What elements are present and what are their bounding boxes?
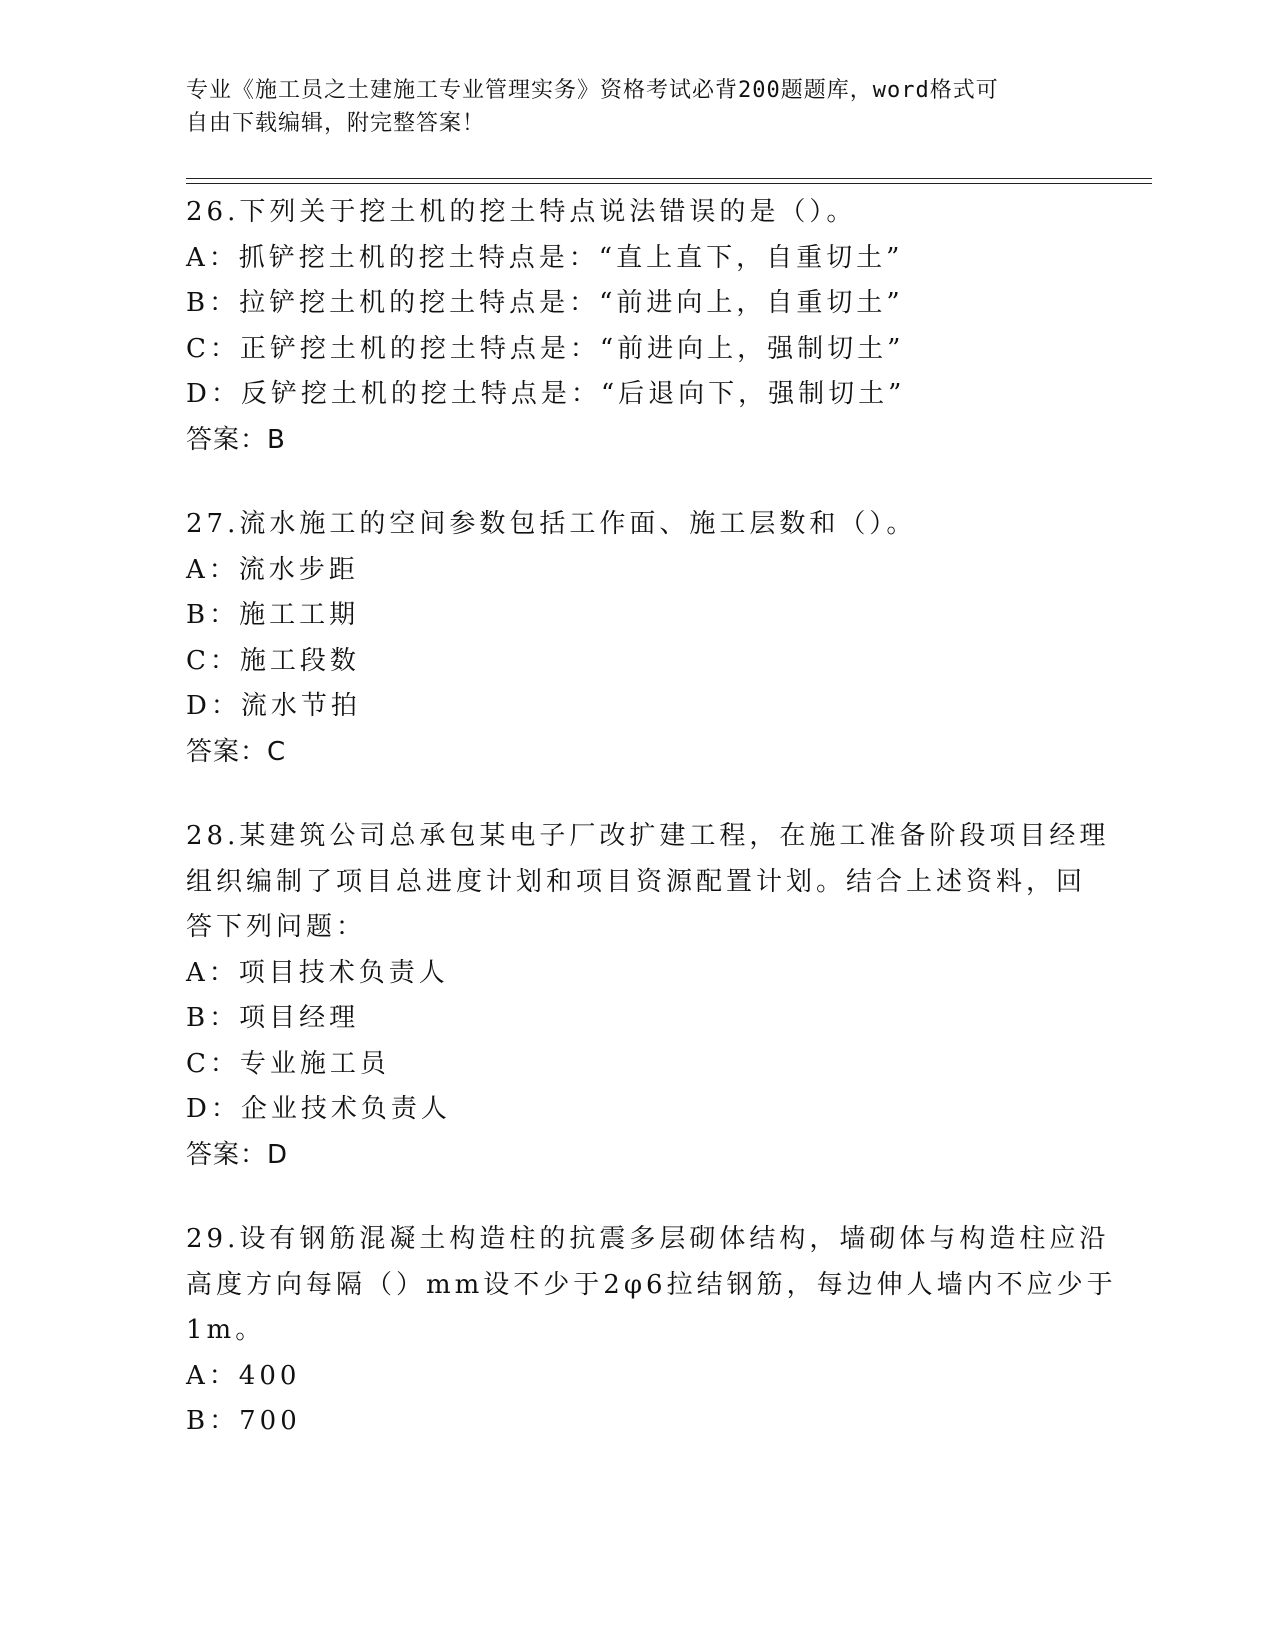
- option-b: B：700: [186, 1406, 301, 1436]
- question-stem-line-1: 28.某建筑公司总承包某电子厂改扩建工程，在施工准备阶段项目经理: [186, 821, 1110, 851]
- question-28: [186, 814, 1110, 1178]
- option-c: C：施工段数: [186, 645, 360, 676]
- option-b: B：项目经理: [186, 1003, 360, 1033]
- option-a: A：400: [186, 1360, 301, 1391]
- question-stem-line-1: 29.设有钢筋混凝土构造柱的抗震多层砌体结构，墙砌体与构造柱应沿: [186, 1224, 1110, 1254]
- question-stem-line-3: 答下列问题：: [186, 912, 367, 942]
- header-line-2: 自由下载编辑，附完整答案！: [186, 111, 486, 136]
- answer-label: 答案：C: [186, 736, 287, 767]
- header-line-1: 专业《施工员之土建施工专业管理实务》资格考试必背200题题库，word格式可: [186, 78, 999, 103]
- question-stem-line-2: 组织编制了项目总进度计划和项目资源配置计划。结合上述资料，回: [186, 866, 1087, 897]
- question-stem: 26.下列关于挖土机的挖土特点说法错误的是（）。: [186, 197, 857, 227]
- option-c: C：正铲挖土机的挖土特点是：“前进向上，强制切土”: [186, 333, 905, 364]
- header-divider-top: [186, 178, 1152, 179]
- question-stem: 27.流水施工的空间参数包括工作面、施工层数和（）。: [186, 509, 917, 539]
- answer-label: 答案：B: [186, 424, 286, 455]
- option-c: C：专业施工员: [186, 1048, 390, 1079]
- option-b: B：施工工期: [186, 600, 360, 630]
- question-26: [186, 190, 1086, 463]
- option-d: D：流水节拍: [186, 691, 361, 721]
- option-b: B：拉铲挖土机的挖土特点是：“前进向上，自重切土”: [186, 288, 904, 318]
- option-d: D：企业技术负责人: [186, 1094, 451, 1124]
- question-29: [186, 1217, 1117, 1445]
- question-stem-line-2: 高度方向每隔（）mm设不少于2φ6拉结钢筋，每边伸人墙内不应少于: [186, 1269, 1117, 1300]
- option-a: A：流水步距: [186, 554, 359, 585]
- answer-label: 答案：D: [186, 1139, 289, 1170]
- option-d: D：反铲挖土机的挖土特点是：“后退向下，强制切土”: [186, 379, 906, 409]
- question-list: [186, 190, 1117, 1484]
- question-27: [186, 502, 1086, 775]
- option-a: A：项目技术负责人: [186, 957, 449, 988]
- header-divider-bottom: [186, 183, 1152, 184]
- question-stem-line-3: 1m。: [186, 1315, 266, 1345]
- document-header: [186, 74, 1076, 140]
- option-a: A：抓铲挖土机的挖土特点是：“直上直下，自重切土”: [186, 242, 904, 273]
